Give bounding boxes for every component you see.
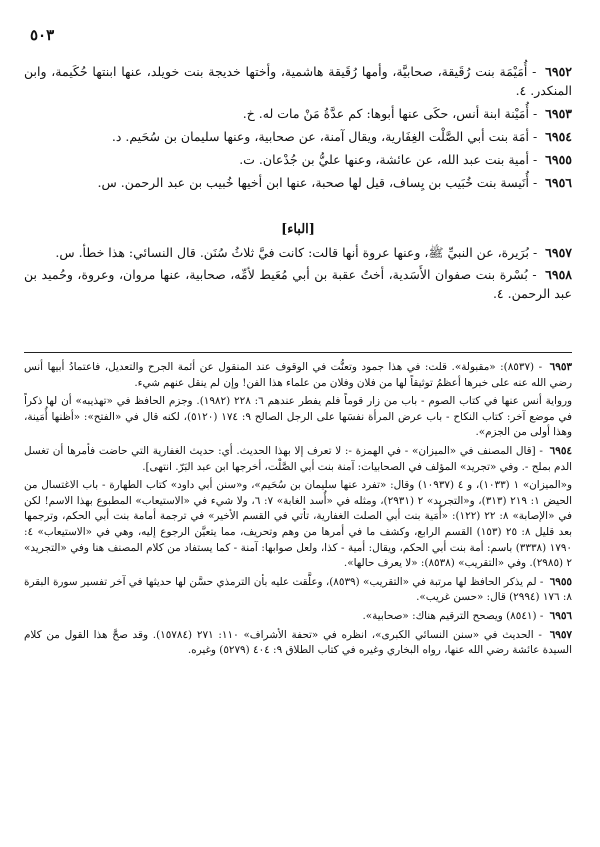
footnote-number: ٦٩٥٧ [549, 628, 573, 641]
footnote-divider [24, 352, 572, 353]
entry-text: أُمَيْمَة بنت رُقَيقة، صحابيَّة، وأمها رُقَيقة هاشمية، وأختها خديجة بنت خويلد، عنها ابنتها حُكَيمة، وابن المنكدر. ٤. [24, 64, 572, 98]
entry-text: أُمَيْنة ابنة أنس، حكَى عنها أبوها: كم عدَّةُ مَنْ مات له. خ. [242, 106, 529, 121]
footnote-text: [قال المصنف في «الميزان» - في الهمزة -: لا تعرف إلا بهذا الحديث. أي: حديث الغفارية التي حاضت فأمرها أن تغسل الدم بملح -. وفي «تجريد» المؤلف في الصحابيات: آمنة بنت أبي الصَّلْت، أخرجها ابن عبد البَرّ. انتهى]. [24, 444, 572, 473]
page-number: ٥٠٣ [30, 26, 55, 44]
entry-number: ٦٩٥٤ [545, 129, 572, 144]
footnote-text: - (٨٥٤١) ويصحح الترقيم هناك: «صحابية». [362, 609, 544, 622]
footnote [24, 478, 572, 572]
entry-6954: ٦٩٥٤ - أمَة بنت أبي الصَّلْت الغِفَارية، ويقال آمنة، عن صحابية، وعنها سليمان بن سُحَيم. د. [111, 129, 572, 144]
entry-text: بُرَيرة، عن النبيِّ ﷺ، وعنها عروة أنها قالت: كانت فيَّ ثلاثُ سُنَن. قال النسائي: هذا خطأ. س. [55, 245, 529, 260]
entry-text: أمية بنت عبد الله، عن عائشة، وعنها عليُّ بن جُدْعان. ت. [239, 152, 529, 167]
entry-number: ٦٩٥٨ [545, 267, 573, 282]
entry-6956: ٦٩٥٦ - أُنَيسة بنت خُبَيب بن يِساف، قيل لها صحبة، عنها ابن أخيها خُبيب بن عبد الرحمن. س. [97, 175, 572, 190]
footnote-number: ٦٩٥٦ [549, 609, 572, 622]
footnote-text: - لم يذكر الحافظ لها مرتبة في «التقريب» (٨٥٣٩)، وعلَّقت عليه بأن الترمذي حسَّن لها حديثها في آخر تفسير سورة البقرة ٨: ١٧٦ (٢٩٩٤) قال: «حسن غريب». [24, 575, 572, 604]
entry-text: بُسْرة بنت صفوان الأَسَدية، أختُ عقبة بن أبي مُعَيط لأمِّه، صحابية، عنها مروان، وعروة، وحُميد بن عبد الرحمن. ٤. [24, 267, 572, 301]
entry-6955: ٦٩٥٥ - أمية بنت عبد الله، عن عائشة، وعنها عليُّ بن جُدْعان. ت. [239, 152, 572, 167]
entry-6953: ٦٩٥٣ - أُمَيْنة ابنة أنس، حكَى عنها أبوها: كم عدَّةُ مَنْ مات له. خ. [242, 106, 572, 121]
footnote: ٦٩٥٤ - [قال المصنف في «الميزان» - في الهمزة -: لا تعرف إلا بهذا الحديث. أي: حديث الغفارية التي حاضت فأمرها أن تغسل الدم بملح -. وفي «تجريد» المؤلف في الصحابيات: آمنة بنت أبي الصَّلْت، أخرجها ابن عبد البَرّ. انتهى]. [24, 444, 572, 473]
footnote-text: - الحديث في «سنن النسائي الكبرى»، انظره في «تحفة الأشراف» ١١٠: ٢٧١ (١٥٧٨٤). وقد صحَّ هذا القول من كلام السيدة عائشة رضي الله عنها، رواه البخاري وغيره في كتاب الطلاق ٩: ٤٠٤ (٥٢٧٩) وغيره. [24, 628, 572, 657]
section-heading: [الباء] [281, 222, 315, 237]
footnote-text: (٨٥٣٧): «مقبولة». قلت: في هذا جمود وتعنُّت في الوقوف عند المنقول عن أئمة الجرح والتعديل، فاعتمادُ أبيها أنس رضي الله عنه على خبرها أعظمُ توثيقاً لها من فلان وفلان من علماء هذا الفن! وإن لم ينقل عنهم شيء. [24, 361, 572, 389]
footnote-number: ٦٩٥٥ [549, 575, 573, 588]
footnote-number: ٦٩٥٤ [549, 444, 572, 457]
entry-6952: ٦٩٥٢ - أُمَيْمَة بنت رُقَيقة، صحابيَّة، وأمها رُقَيقة هاشمية، وأختها خديجة بنت خويلد، عنها ابنتها حُكَيمة، وابن المنكدر. ٤. [24, 64, 573, 98]
footnotes [24, 360, 572, 662]
entry-text: أمَة بنت أبي الصَّلْت الغِفَارية، ويقال آمنة، عن صحابية، وعنها سليمان بن سُحَيم. د. [111, 129, 529, 144]
entry-number: ٦٩٥٥ [545, 152, 572, 167]
entry-number: ٦٩٥٦ [545, 175, 572, 190]
entry-6957: ٦٩٥٧ - بُرَيرة، عن النبيِّ ﷺ، وعنها عروة أنها قالت: كانت فيَّ ثلاثُ سُنَن. قال النسائي: هذا خطأ. س. [55, 245, 572, 260]
entry-text: أُنَيسة بنت خُبَيب بن يِساف، قيل لها صحبة، عنها ابن أخيها خُبيب بن عبد الرحمن. س. [97, 175, 529, 190]
entry-6958: ٦٩٥٨ - بُسْرة بنت صفوان الأَسَدية، أختُ عقبة بن أبي مُعَيط لأمِّه، صحابية، عنها مروان، وعروة، وحُميد بن عبد الرحمن. ٤. [24, 267, 573, 301]
main-text [24, 62, 572, 306]
footnote [24, 628, 572, 659]
footnote: ٦٩٥٣ - (٨٥٣٧): «مقبولة». قلت: في هذا جمود وتعنُّت في الوقوف عند المنقول عن أئمة الجرح والتعديل، فاعتمادُ أبيها أنس رضي الله عنه على خبرها أعظمُ توثيقاً لها من فلان وفلان من علماء هذا الفن! وإن لم ينقل عنهم شيء. [24, 361, 572, 389]
entry-number: ٦٩٥٧ [545, 245, 572, 260]
footnote-text: ورواية أنس عنها في كتاب الصوم - باب من زار قوماً فلم يفطر عندهم ٦: ٢٢٨ (١٩٨٢). وجزم الحافظ في «تهذيبه» أن لها ذكراً في موضع آخر: كتاب النكاح - باب عرض المرأة نفسَها على الرجل الصالح ٩: ١٧٤ (٥١٢٠)، لكنه قال في «الفتح»: «أظنها أُمَينة، وهذا أولى من الجزم». [24, 395, 572, 439]
footnote [24, 394, 572, 441]
footnote-number: ٦٩٥٣ [549, 361, 572, 373]
footnote [24, 609, 572, 625]
entry-number: ٦٩٥٣ [545, 106, 572, 121]
footnote-text: و«الميزان» ١ (١٠٣٣)، و ٤ (١٠٩٣٧) وقال: «تفرد عنها سليمان بن سُحَيم»، و«سنن أبي داود» كتاب الطهارة - باب الاغتسال من الحيض ١: ٢١٩ (٣١٣)، و«التجريد» ٢ (٢٩٣١)، ومثله في «أُسد الغابة» ٧: ٦، ولا شيء في «الاستيعاب» المطبوع بهذا الاسم! لكن في «الإصابة» ٨: ٢٢ (١٢٢): «أُمَية بنت أبي الصلت الغفارية، تأتي في القسم الأخير» في ترجمة أمامة بنت أبي الحكم، وترجمها بعد قليل ٨: ٢٥ (١٥٣) القسم الرابع، وكشف ما في أمرها من وهم وتحريف، مما يتعيَّن الرجوع إليه، وهي في «الاستيعاب» ٤: ١٧٩٠ (٣٣٣٨) باسم: أمة بنت أبي الحكم، ويقال: أمية - كذا، ولعل صوابها: آمنة - كما يستفاد من كلام المصنف هنا وفي «التجريد» ٢ (٢٩٨٥). وفي «التقريب» (٨٥٣٨): «لا يعرف حالها». [24, 479, 572, 570]
entry-number: ٦٩٥٢ [545, 64, 573, 79]
footnote [24, 575, 572, 606]
